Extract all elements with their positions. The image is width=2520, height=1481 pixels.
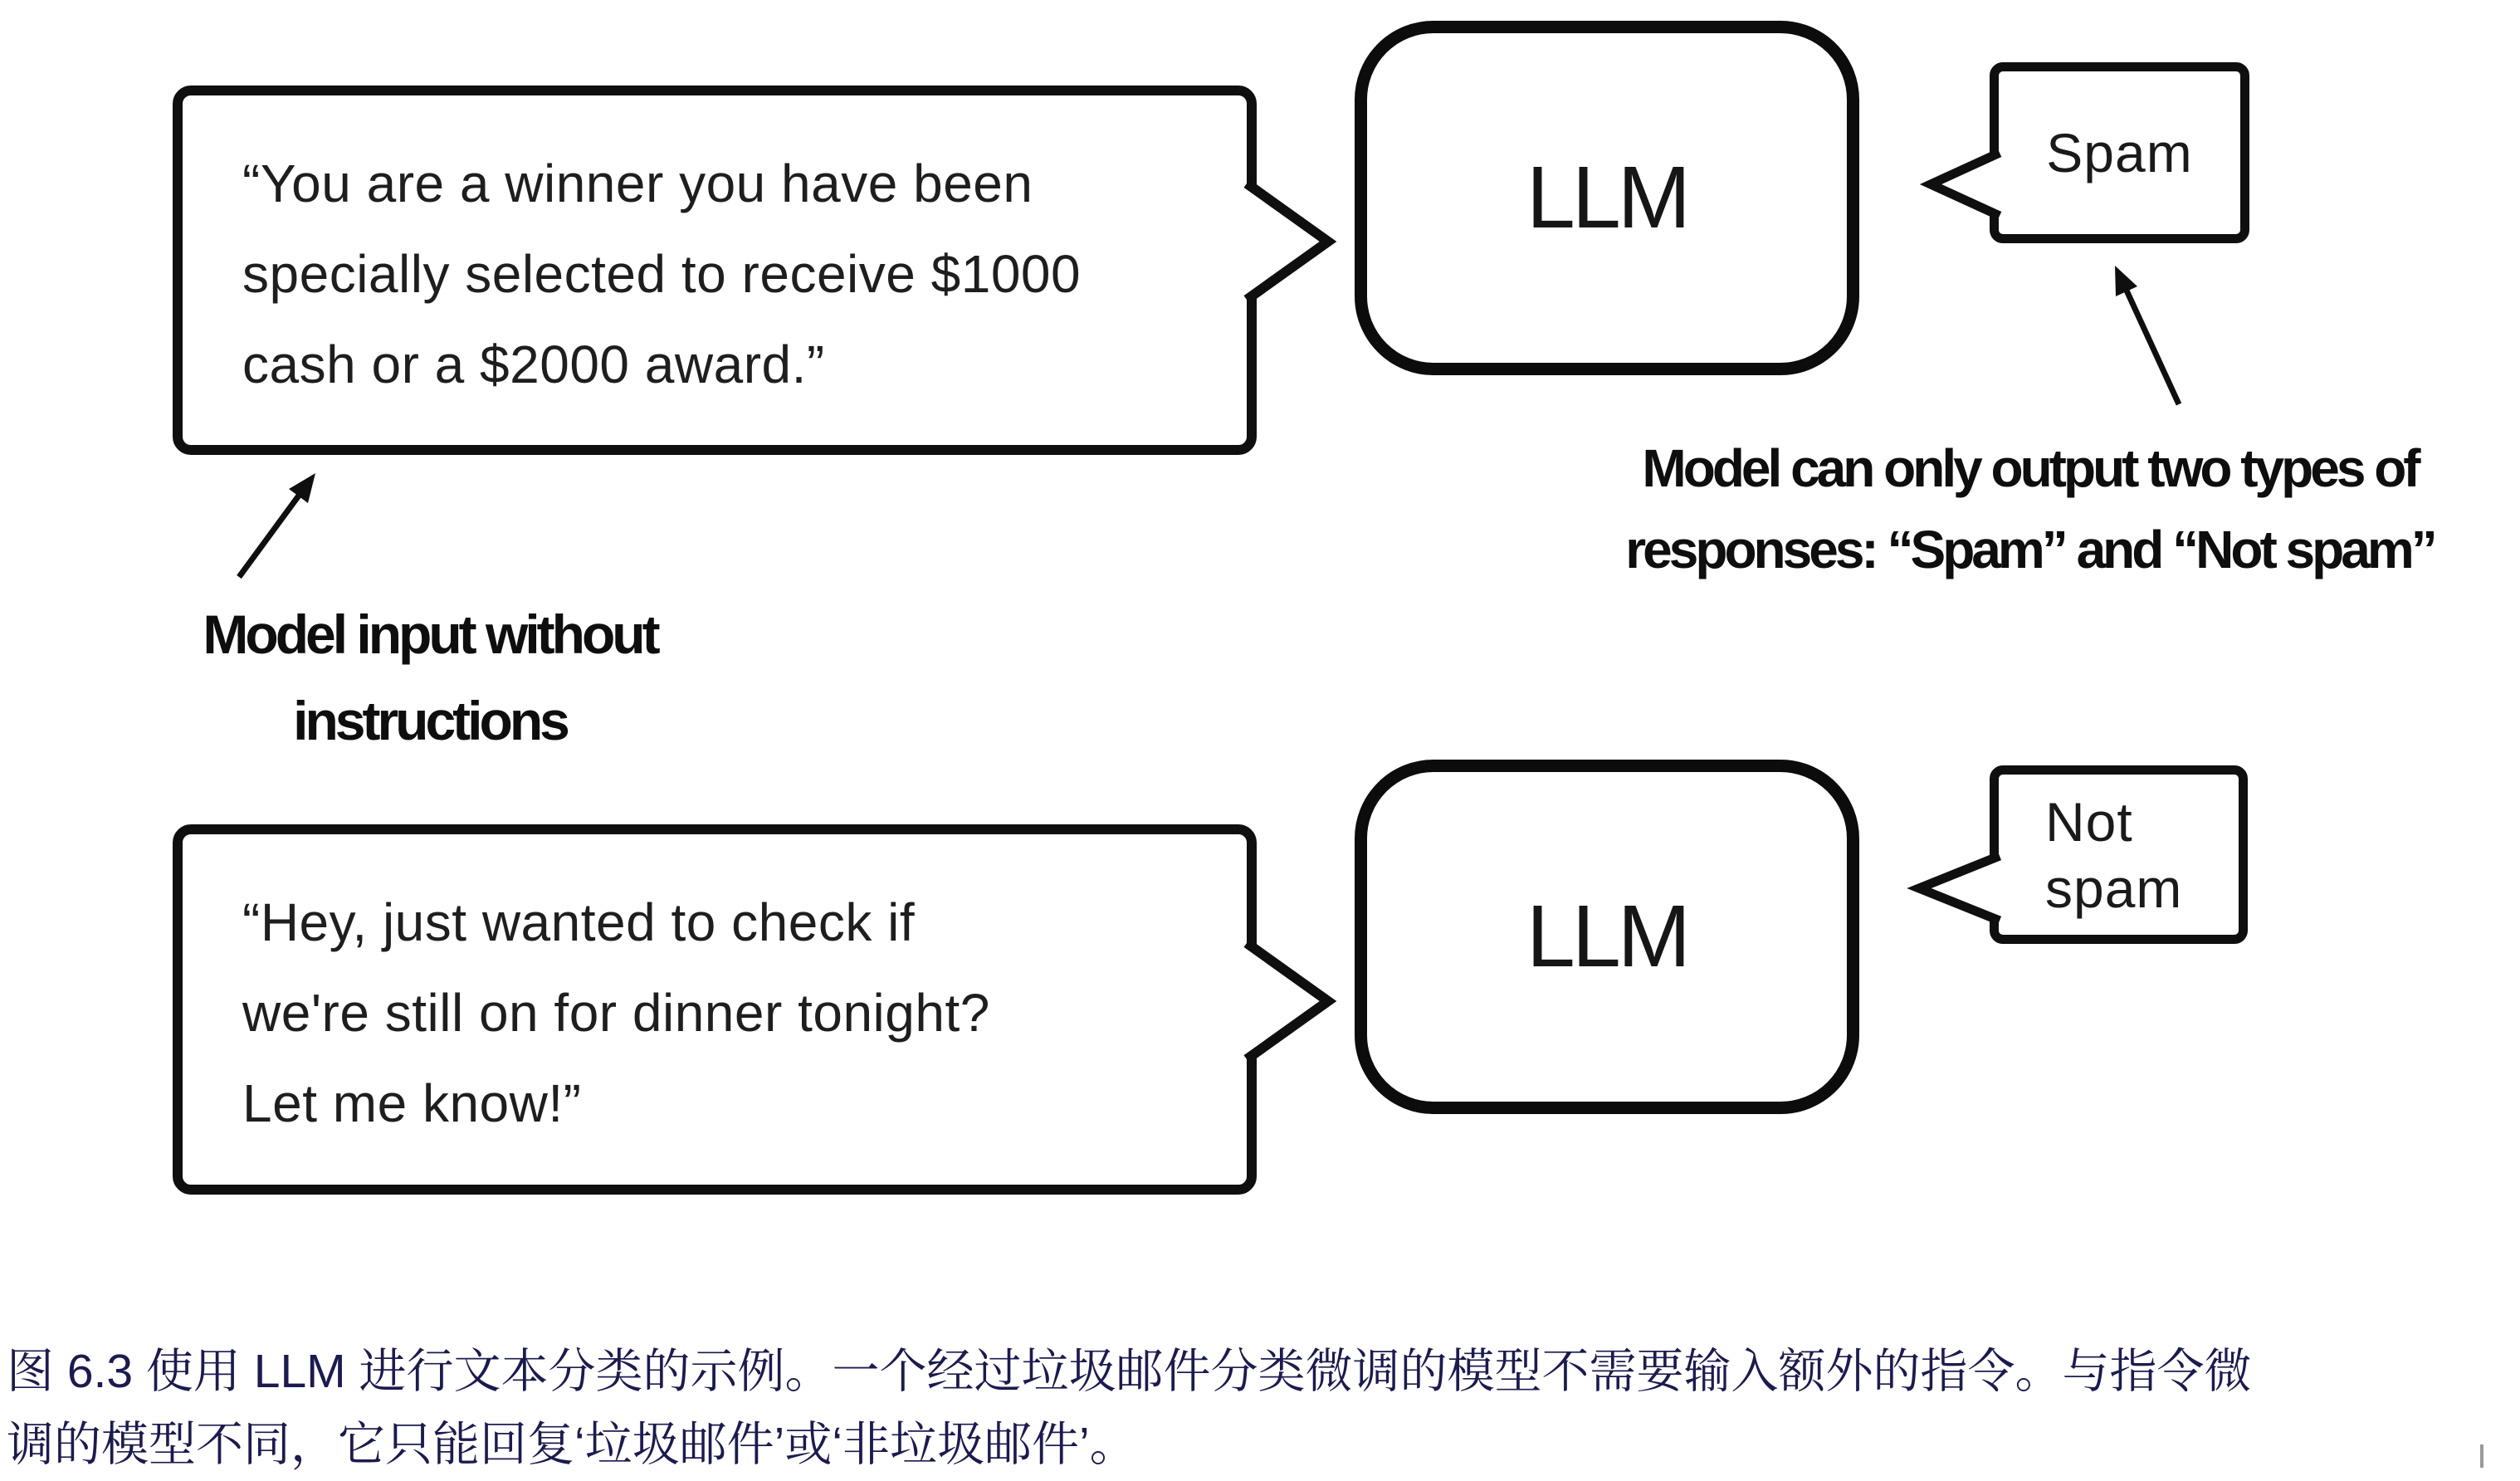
input-text-line: “You are a winner you have been	[242, 154, 1033, 213]
llm-label: LLM	[1526, 149, 1688, 247]
input-text-ham-example	[242, 877, 990, 1149]
input-text-line: cash or a $2000 award.”	[242, 335, 825, 394]
llm-box-top	[1355, 21, 1859, 375]
input-text-line: “Hey, just wanted to check if	[242, 892, 916, 952]
text-cursor	[2480, 1444, 2483, 1468]
figure-caption	[7, 1335, 2515, 1481]
spam-label: Spam	[2046, 122, 2193, 183]
speech-pointer-right-icon	[1247, 183, 1328, 300]
speech-pointer-right-icon	[1247, 943, 1328, 1059]
input-annotation-line: Model input without	[203, 604, 657, 665]
input-annotation-line: instructions	[293, 690, 567, 751]
input-speech-bubble-spam-example	[173, 86, 1257, 455]
input-annotation	[173, 591, 687, 764]
not-spam-label-line: Not	[2045, 790, 2133, 853]
figure-caption-line: 图 6.3 使用 LLM 进行文本分类的示例。一个经过垃圾邮件分类微调的模型不需要输入额外的指令。与指令微	[7, 1345, 2252, 1398]
speech-pointer-left-icon	[1919, 856, 2000, 921]
not-spam-label	[1999, 789, 2182, 921]
output-annotation-line: Model can only output two types of	[1642, 438, 2418, 498]
output-annotation	[1567, 428, 2493, 590]
llm-box-bottom	[1355, 760, 1859, 1114]
input-text-line: Let me know!”	[242, 1073, 582, 1133]
llm-label: LLM	[1526, 887, 1688, 985]
input-speech-bubble-ham-example	[173, 824, 1257, 1195]
figure-caption-line: 调的模型不同，它只能回复‘垃圾邮件’或‘非垃圾邮件’。	[7, 1418, 1137, 1471]
not-spam-label-line: spam	[2045, 857, 2183, 919]
output-annotation-line: responses: “Spam” and “Not spam”	[1625, 520, 2435, 579]
input-text-line: specially selected to receive $1000	[242, 244, 1082, 304]
output-annotation-arrow-icon	[2115, 266, 2179, 404]
input-annotation-arrow-icon	[239, 473, 315, 577]
input-text-line: we're still on for dinner tonight?	[242, 983, 990, 1043]
output-bubble-not-spam	[1990, 765, 2248, 944]
output-bubble-spam	[1990, 62, 2249, 243]
input-text-spam-example	[242, 139, 1081, 410]
